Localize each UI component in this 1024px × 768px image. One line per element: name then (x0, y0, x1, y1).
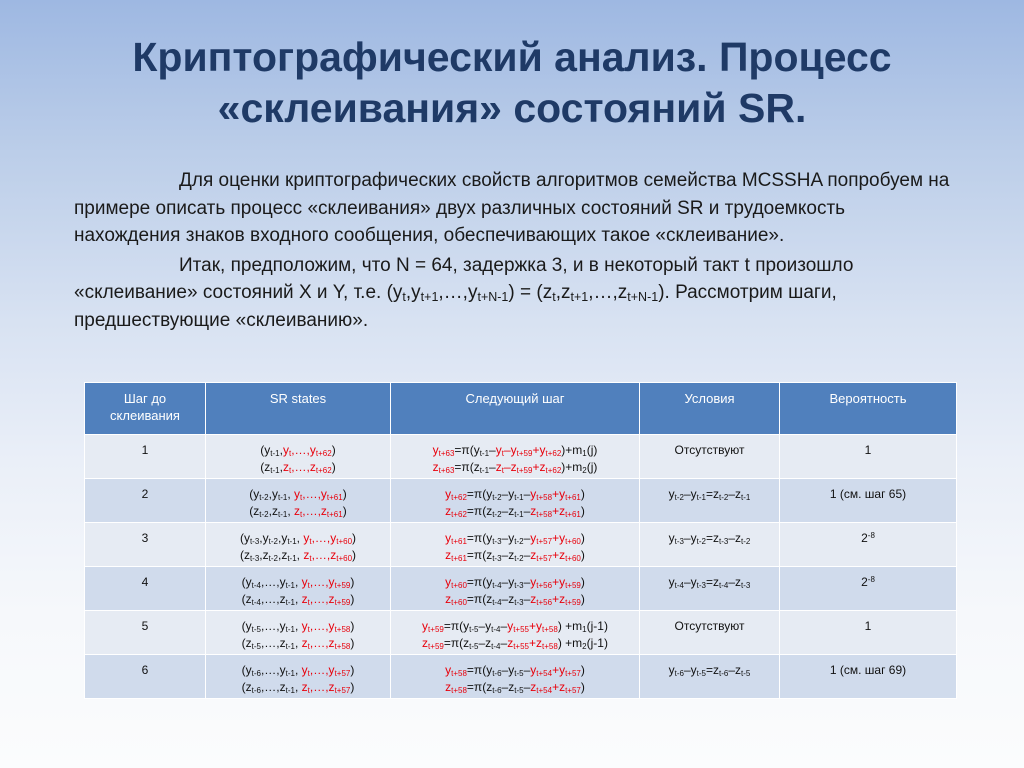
cell-next-step-line: $y_{t+62}=\pi(y_{t-2}-y_{t-1}-y_{t+58}+y_{t+61})$ (445, 487, 585, 502)
table-row (85, 479, 957, 523)
cell-next-step (391, 479, 640, 523)
cell-sr-states-line: ($z_{t-6},\dots,z_{t-1}$, $z_t,\dots,z_{t+57}$) (241, 680, 355, 695)
cell-sr-states-line: ($z_{t-5},\dots,z_{t-1}$, $z_t,\dots,z_{t+58}$) (241, 636, 355, 651)
cell-step: 2 (85, 479, 206, 523)
cell-sr-states-line: ($z_{t-4},\dots,z_{t-1}$, $z_t,\dots,z_{t+59}$) (241, 592, 355, 607)
cell-probability: $2^{-8}$ (780, 567, 957, 611)
cell-sr-states (206, 655, 391, 699)
cell-step: 1 (85, 435, 206, 479)
cell-sr-states-line: $(z_{t-1},z_t,\dots,z_{t+62})$ (260, 460, 336, 475)
table-header-row (85, 383, 957, 435)
cell-sr-states-line: $(y_{t-1},y_t,\dots,y_{t+62})$ (260, 443, 336, 458)
table-row (85, 567, 957, 611)
table-row (85, 655, 957, 699)
table-row (85, 523, 957, 567)
cell-next-step-line: $y_{t+61}=\pi(y_{t-3}-y_{t-2}-y_{t+57}+y_{t+60})$ (445, 531, 585, 546)
steps-table (84, 382, 957, 699)
cell-probability: 1 (см. шаг 65) (780, 479, 957, 523)
cell-conditions: $y_{t-4}-y_{t-3}=z_{t-4}-z_{t-3}$ (640, 567, 780, 611)
cell-next-step (391, 567, 640, 611)
cell-sr-states (206, 523, 391, 567)
header-probability: Вероятность (780, 383, 957, 435)
slide-body (74, 167, 954, 336)
cell-next-step (391, 655, 640, 699)
cell-sr-states-line: ($z_{t-2},z_{t-1}$, $z_t,\dots,z_{t+61}$) (249, 504, 347, 519)
cell-sr-states-line: ($y_{t-3},y_{t-2},y_{t-1}$, $y_t,\dots,y_{t+60}$) (239, 531, 357, 546)
cell-next-step (391, 611, 640, 655)
cell-sr-states-line: ($y_{t-4},\dots,y_{t-1}$, $y_t,\dots,y_{t+59}$) (241, 575, 355, 590)
cell-next-step-line: $y_{t+58}=\pi(y_{t-6}-y_{t-5}-y_{t+54}+y_{t+57})$ (445, 663, 585, 678)
slide-title (0, 32, 1024, 134)
cell-conditions: $y_{t-3}-y_{t-2}=z_{t-3}-z_{t-2}$ (640, 523, 780, 567)
header-next-step: Следующий шаг (391, 383, 640, 435)
header-step: Шаг до склеивания (85, 383, 206, 435)
cell-step: 4 (85, 567, 206, 611)
paragraph-1 (74, 167, 954, 250)
header-conditions: Условия (640, 383, 780, 435)
paragraph-2-text: Итак, предположим, что N = 64, задержка 3, и в некоторый такт t произошло «склеивание» состояний X и Y, т.е. $(y_t,y_{t+1},\dots,y_{t+N-1})$ = $(z_t,z_{t+1},\dots,z_{t+N-1})$. Рассмотрим шаги, предшествующие «склеиванию». (74, 254, 854, 331)
cell-next-step (391, 523, 640, 567)
slide-title-line-1: Криптографический анализ. Процесс (132, 34, 892, 80)
cell-next-step-line: $z_{t+62}=\pi(z_{t-2}-z_{t-1}-z_{t+58}+z_{t+61})$ (445, 504, 585, 519)
slide-title-line-2: «склеивания» состояний SR. (217, 85, 807, 131)
cell-probability: 1 (780, 435, 957, 479)
table-row (85, 435, 957, 479)
cell-sr-states-line: ($z_{t-3},z_{t-2},z_{t-1}$, $z_t,\dots,z_{t+60}$) (239, 548, 357, 563)
cell-probability: 1 (см. шаг 69) (780, 655, 957, 699)
cell-next-step-line: $z_{t+61}=\pi(z_{t-3}-z_{t-2}-z_{t+57}+z_{t+60})$ (445, 548, 585, 563)
cell-next-step-line: $y_{t+60}=\pi(y_{t-4}-y_{t-3}-y_{t+56}+y_{t+59})$ (445, 575, 585, 590)
cell-step: 6 (85, 655, 206, 699)
cell-probability: 1 (780, 611, 957, 655)
cell-sr-states (206, 567, 391, 611)
cell-next-step-line: $y_{t+59}=\pi(y_{t-5}-y_{t-4}-y_{t+55}+y_{t+58}) +m_1(j-1)$ (422, 619, 608, 634)
cell-step: 5 (85, 611, 206, 655)
table-body (85, 435, 957, 699)
cell-probability: $2^{-8}$ (780, 523, 957, 567)
cell-sr-states (206, 435, 391, 479)
paragraph-2 (74, 252, 954, 335)
cell-conditions: $y_{t-6}-y_{t-5}=z_{t-6}-z_{t-5}$ (640, 655, 780, 699)
table-row (85, 611, 957, 655)
cell-sr-states (206, 479, 391, 523)
cell-next-step-line: $y_{t+63}=\pi(y_{t-1}-y_t-y_{t+59}+y_{t+62})+m_1(j)$ (432, 443, 598, 458)
cell-sr-states-line: ($y_{t-5},\dots,y_{t-1}$, $y_t,\dots,y_{t+58}$) (241, 619, 355, 634)
cell-next-step-line: $z_{t+58}=\pi(z_{t-6}-z_{t-5}-z_{t+54}+z_{t+57})$ (445, 680, 585, 695)
cell-next-step (391, 435, 640, 479)
cell-next-step-line: $z_{t+59}=\pi(z_{t-5}-z_{t-4}-z_{t+55}+z_{t+58}) +m_2(j-1)$ (422, 636, 608, 651)
cell-step: 3 (85, 523, 206, 567)
cell-conditions: Отсутствуют (640, 435, 780, 479)
cell-conditions: $y_{t-2}-y_{t-1}=z_{t-2}-z_{t-1}$ (640, 479, 780, 523)
cell-next-step-line: $z_{t+63}=\pi(z_{t-1}-z_t-z_{t+59}+z_{t+62})+m_2(j)$ (432, 460, 598, 475)
cell-next-step-line: $z_{t+60}=\pi(z_{t-4}-z_{t-3}-z_{t+56}+z_{t+59})$ (445, 592, 585, 607)
header-sr-states: SR states (206, 383, 391, 435)
paragraph-1-text: Для оценки криптографических свойств алгоритмов семейства MCSSHA попробуем на примере описать процесс «склеивания» двух различных состояний SR и трудоемкость нахождения знаков входного сообщения, обеспечивающих такое «склеивание». (74, 170, 950, 246)
cell-sr-states (206, 611, 391, 655)
cell-sr-states-line: ($y_{t-6},\dots,y_{t-1}$, $y_t,\dots,y_{t+57}$) (241, 663, 355, 678)
cell-conditions: Отсутствуют (640, 611, 780, 655)
cell-sr-states-line: ($y_{t-2},y_{t-1}$, $y_t,\dots,y_{t+61}$) (249, 487, 347, 502)
